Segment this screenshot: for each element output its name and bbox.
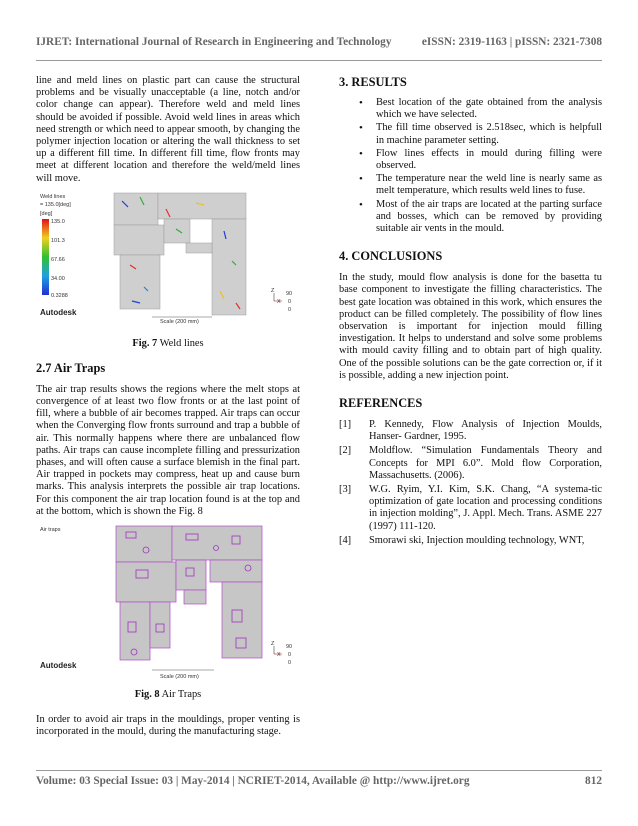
reference-item bbox=[339, 535, 602, 547]
axis-triad-icon bbox=[271, 288, 292, 313]
fig8-caption bbox=[36, 689, 300, 700]
reference-text: W.G. Ryim, Y.I. Kim, S.K. Chang, “A systema-tic optimization of gate location and processing conditions in injection molding”, J. Appl. Mech. Trans. ASME 227 (1997) 111-120. bbox=[369, 484, 602, 532]
fig7-scale-label: Scale (200 mm) bbox=[160, 318, 199, 325]
reference-number: [2] bbox=[339, 445, 352, 457]
list-item: • The fill time observed is 2.518sec, which is helpfull in machine parameter setting. bbox=[339, 122, 602, 146]
axis-z: Z bbox=[271, 641, 275, 648]
scale-value-3: 67.66 bbox=[51, 256, 65, 263]
scale-value-5: 0.3288 bbox=[51, 292, 68, 299]
scale-value-2: 101.3 bbox=[51, 237, 65, 244]
section-heading-references: REFERENCES bbox=[339, 396, 423, 411]
air-traps-plot bbox=[36, 524, 300, 682]
references-list bbox=[339, 419, 602, 547]
axis-x: X bbox=[277, 298, 281, 305]
axis-z: Z bbox=[271, 287, 275, 294]
fig8-caption-text: Air Traps bbox=[161, 689, 202, 701]
results-list bbox=[339, 97, 602, 235]
fig7-caption bbox=[36, 338, 300, 349]
reference-number: [3] bbox=[339, 484, 352, 496]
fig7-caption-text: Weld lines bbox=[159, 337, 204, 349]
reference-number: [4] bbox=[339, 534, 352, 546]
weld-lines-plot bbox=[36, 191, 300, 331]
left-column bbox=[36, 75, 300, 738]
axis-val-1: 90 bbox=[286, 644, 293, 651]
axis-val-1: 90 bbox=[286, 290, 293, 297]
axis-val-3: 0 bbox=[288, 660, 292, 667]
list-item: • Flow lines effects in mould during filling were observed. bbox=[339, 148, 602, 172]
section-heading-results: 3. RESULTS bbox=[339, 75, 407, 89]
paragraph-weld-lines: line and meld lines on plastic part can cause the structural problems and be visually unacceptable (a line, notch and/or color change can appear). Therefore weld and meld lines should be avoided if possible. Avoid weld lines in areas which need strength or which need to appear smooth, by changing the polymer injection location or altering the wall thickness to set up a different fill time. In different fill time, flow fronts may meet at different location and therefore the weld/meld lines will move. bbox=[36, 75, 300, 184]
list-item: • Best location of the gate obtained from the analysis which we have selected. bbox=[339, 97, 602, 121]
figure-8 bbox=[36, 524, 300, 700]
part-model bbox=[116, 526, 262, 660]
section-heading-air-traps: 2.7 Air Traps bbox=[36, 360, 106, 375]
fig7-caption-label: Fig. 7 bbox=[132, 337, 158, 349]
fig8-scale-label: Scale (200 mm) bbox=[160, 674, 199, 681]
footer-rule bbox=[36, 770, 602, 771]
list-item: • The temperature near the weld line is nearly same as melt temperature, which results weld lines to fuse. bbox=[339, 173, 602, 197]
axis-x: X bbox=[277, 652, 281, 659]
journal-issn: eISSN: 2319-1163 | pISSN: 2321-7308 bbox=[421, 36, 602, 48]
scale-value-1: 135.0 bbox=[51, 218, 65, 225]
axis-val-2: 0 bbox=[288, 298, 292, 305]
reference-item bbox=[339, 484, 602, 533]
reference-item bbox=[339, 419, 602, 443]
autodesk-logo: Autodesk bbox=[40, 661, 77, 671]
fig8-caption-label: Fig. 8 bbox=[134, 689, 160, 701]
part-model bbox=[114, 193, 246, 315]
header-rule bbox=[36, 60, 602, 61]
section-heading-conclusions: 4. CONCLUSIONS bbox=[339, 249, 443, 264]
axis-triad-icon bbox=[271, 641, 292, 666]
reference-item bbox=[339, 445, 602, 482]
reference-text: Smorawi ski, Injection moulding technology, WNT, bbox=[369, 534, 585, 546]
fig7-subtitle: = 135.0[deg] bbox=[40, 201, 71, 208]
axis-val-3: 0 bbox=[288, 306, 292, 313]
page-header bbox=[36, 36, 602, 48]
paragraph-air-traps: The air trap results shows the regions where the melt stops at convergence of at least two flow fronts or at the last point of fill, where a bubble of air becomes trapped. Air traps can occur when the Converging flow fronts surround and trap a bubble of air. This normally happens where there are unbalanced flow paths. Air traps can cause incomplete filling and pressurization phases, and will often cause a surface blemish in the final part. Air trapped in pockets may compress, heat up and cause burn marks. This analysis interprets the possible air trap locations. For this component the air trap location found is at the top and at the bottom, which is shown the Fig. 8 bbox=[36, 383, 300, 517]
autodesk-logo: Autodesk bbox=[40, 307, 77, 317]
fig8-title: Air traps bbox=[40, 527, 61, 534]
scale-value-4: 34.00 bbox=[51, 275, 65, 282]
color-scale-bar bbox=[42, 219, 49, 295]
axis-val-2: 0 bbox=[288, 652, 292, 659]
reference-text: P. Kennedy, Flow Analysis of Injection Moulds, Hanser- Gardner, 1995. bbox=[369, 419, 602, 443]
journal-title: IJRET: International Journal of Research in Engineering and Technology bbox=[36, 36, 392, 48]
right-column bbox=[339, 75, 602, 549]
paragraph-conclusions: In the study, mould flow analysis is done for the basetta tu base component to investigate the filling characteristics. The best gate location was obtained in this work, which ensures the product can be filled completely. The possibility of flow lines observation is important for injection mould filling investigation. It helps to understand and solve some problems with mould cavity filling and to obtain part of high quality. One of the possible solutions can be the gate correction or, if it is possible, adding a new injection point. bbox=[339, 272, 602, 381]
fig7-unit: [deg] bbox=[40, 210, 53, 217]
fig7-title: Weld lines bbox=[40, 193, 66, 200]
page-footer bbox=[36, 775, 602, 787]
figure-7 bbox=[36, 191, 300, 349]
reference-text: Moldflow. “Simulation Fundamentals Theory and Concepts for MPI 6.0”. Mold flow Corporation, Massachusetts. (2006). bbox=[369, 445, 602, 481]
page-number: 812 bbox=[585, 775, 602, 787]
paragraph-venting: In order to avoid air traps in the mouldings, proper venting is incorporated in the mould, during the manufacturing stage. bbox=[36, 714, 300, 738]
footer-volume-info: Volume: 03 Special Issue: 03 | May-2014 | NCRIET-2014, Available @ http://www.ijret.org bbox=[36, 775, 470, 787]
reference-number: [1] bbox=[339, 419, 352, 431]
list-item: • Most of the air traps are located at the parting surface and bosses, which can be removed by providing suitable air vents in the mould. bbox=[339, 199, 602, 236]
